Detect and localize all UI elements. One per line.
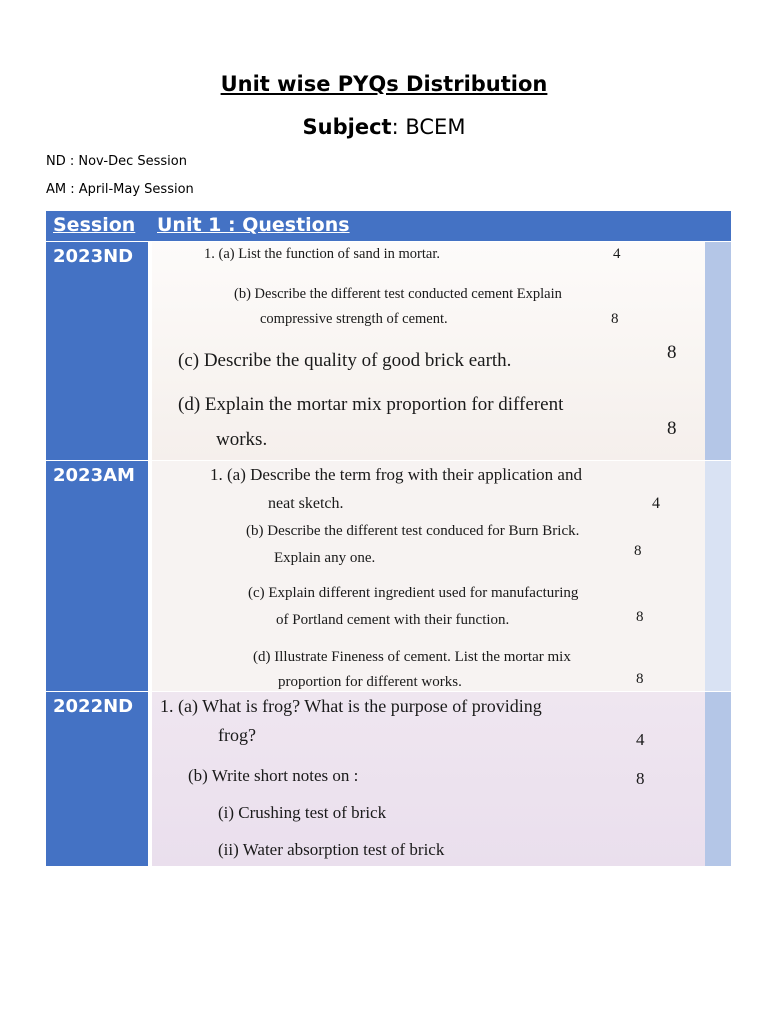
question-line: neat sketch. (268, 495, 344, 512)
question-scan (152, 242, 705, 460)
legend-am: AM : April-May Session (46, 182, 194, 197)
session-cell: 2022ND (46, 692, 150, 866)
question-mark: 8 (667, 418, 677, 439)
row-tail (705, 692, 731, 866)
question-line: 1. (a) Describe the term frog with their application and (210, 465, 582, 484)
question-mark: 4 (613, 246, 621, 262)
question-line: 1. (a) What is frog? What is the purpose of providing (160, 696, 542, 716)
question-line: (b) Write short notes on : (188, 766, 359, 785)
questions-table (46, 211, 731, 866)
question-line: frog? (218, 725, 256, 745)
question-mark: 4 (652, 495, 660, 512)
subject-colon: : (391, 115, 399, 139)
question-mark: 8 (636, 609, 644, 625)
row-tail (705, 461, 731, 691)
question-mark: 8 (667, 342, 677, 363)
header-session: Session (53, 214, 136, 236)
session-cell: 2023ND (46, 242, 150, 460)
question-mark: 8 (636, 671, 644, 687)
question-line: of Portland cement with their function. (276, 612, 510, 628)
question-line: (d) Illustrate Fineness of cement. List the mortar mix (253, 649, 571, 665)
question-mark: 8 (636, 769, 645, 788)
table-row (46, 461, 731, 691)
session-cell: 2023AM (46, 461, 150, 691)
question-line: (c) Describe the quality of good brick earth. (178, 350, 512, 371)
table-header (46, 211, 731, 241)
subject-label: Subject (302, 115, 392, 139)
subject-value: BCEM (405, 115, 466, 139)
question-scan (152, 461, 705, 691)
question-line: proportion for different works. (278, 674, 462, 690)
header-unit: Unit 1 : Questions (157, 214, 350, 236)
question-mark: 4 (636, 730, 645, 749)
question-mark: 8 (634, 543, 642, 559)
question-line: 1. (a) List the function of sand in mortar. (204, 246, 440, 262)
question-scan (152, 692, 705, 866)
table-row (46, 242, 731, 460)
table-row (46, 692, 731, 866)
question-line: (b) Describe the different test conducted cement Explain (234, 286, 562, 302)
question-line: (d) Explain the mortar mix proportion for different (178, 394, 564, 415)
legend-nd: ND : Nov-Dec Session (46, 154, 187, 169)
question-line: (b) Describe the different test conduced for Burn Brick. (246, 523, 580, 539)
question-line: compressive strength of cement. (260, 311, 448, 327)
row-tail (705, 242, 731, 460)
question-mark: 8 (611, 311, 619, 327)
question-line: (i) Crushing test of brick (218, 803, 387, 822)
question-line: works. (216, 429, 268, 450)
page-title: Unit wise PYQs Distribution (220, 72, 548, 96)
question-line: (ii) Water absorption test of brick (218, 840, 445, 859)
question-line: Explain any one. (274, 550, 376, 566)
question-line: (c) Explain different ingredient used for manufacturing (248, 585, 579, 601)
subject-line (0, 115, 768, 139)
